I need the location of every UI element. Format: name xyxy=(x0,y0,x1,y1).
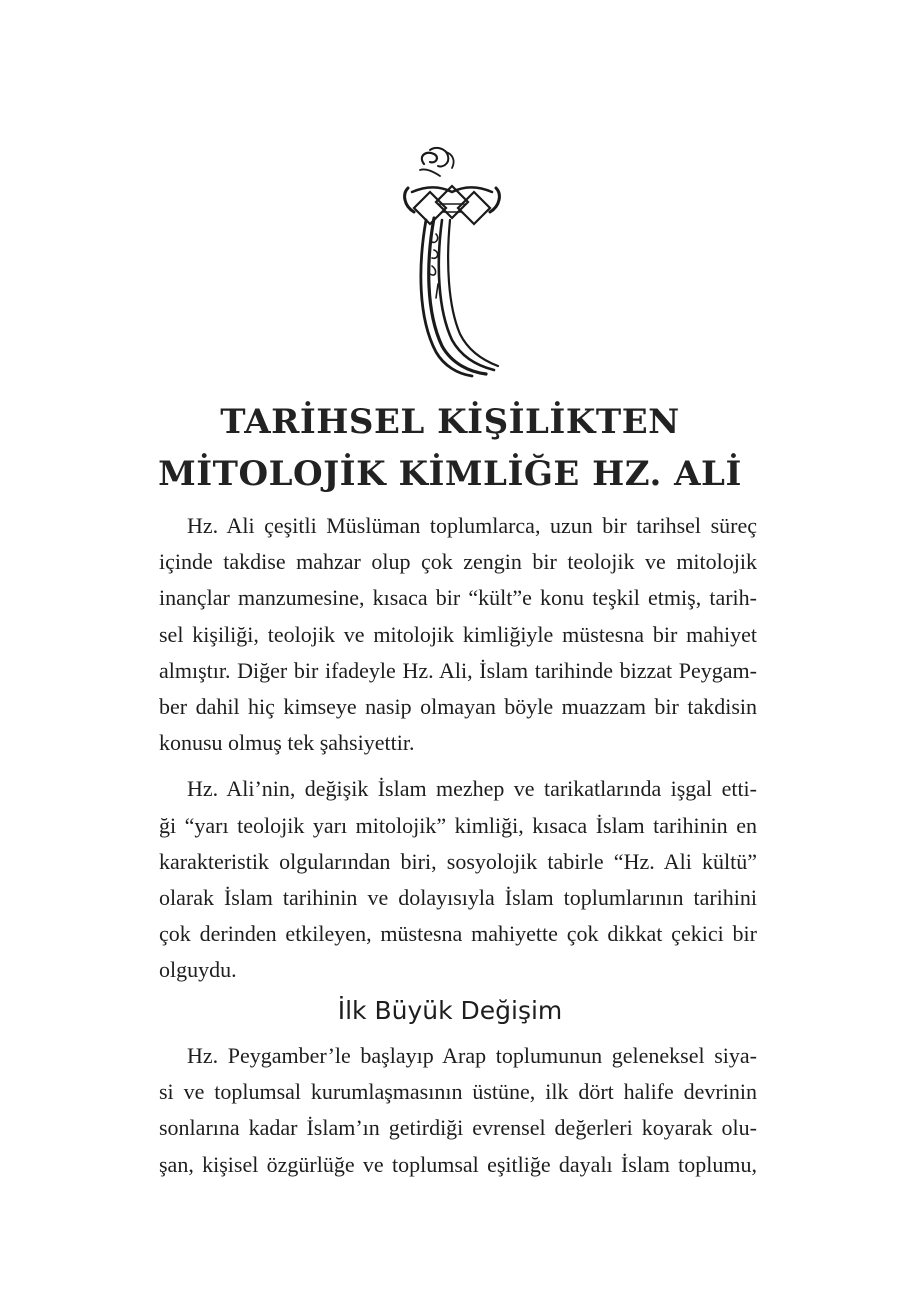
text-line: içinde takdise mahzar olup çok zengin bir teolojik ve mitolojik xyxy=(159,549,757,575)
chapter-title xyxy=(0,396,900,500)
text-line: ği “yarı teolojik yarı mitolojik” kimliği, kısaca İslam tarihinin en xyxy=(159,812,757,838)
text-line: şan, kişisel özgürlüğe ve toplumsal eşitliğe dayalı İslam toplumu, xyxy=(159,1151,757,1177)
body-text xyxy=(159,508,757,989)
section-body-text xyxy=(159,1038,757,1183)
text-line: ber dahil hiç kimseye nasip olmayan böyle muazzam bir takdisin xyxy=(159,694,757,720)
chapter-title-line-1: TARİHSEL KİŞİLİKTEN xyxy=(220,402,680,442)
text-line: almıştır. Diğer bir ifadeyle Hz. Ali, İslam tarihinde bizzat Peygam- xyxy=(159,657,757,683)
text-line: çok derinden etkileyen, müstesna mahiyette çok dikkat çekici bir xyxy=(159,921,757,947)
text-line: olarak İslam tarihinin ve dolayısıyla İslam toplumlarının tarihini xyxy=(159,885,757,911)
text-line: inançlar manzumesine, kısaca bir “kült”e konu teşkil etmiş, tarih- xyxy=(159,585,757,611)
paragraph xyxy=(159,508,757,761)
text-line: karakteristik olgularından biri, sosyolojik tabirle “Hz. Ali kültü” xyxy=(159,848,757,874)
text-line: olguydu. xyxy=(159,957,237,983)
text-line: Hz. Peygamber’le başlayıp Arap toplumunun geleneksel siya- xyxy=(187,1043,757,1068)
text-line: Hz. Ali’nin, değişik İslam mezhep ve tarikatlarında işgal etti- xyxy=(187,776,757,802)
section-heading: İlk Büyük Değişim xyxy=(337,996,563,1025)
text-line: sel kişiliği, teolojik ve mitolojik kimliğiyle müstesna bir mahiyet xyxy=(159,621,757,647)
text-line: konusu olmuş tek şahsiyettir. xyxy=(159,730,415,756)
chapter-title-line-2: MİTOLOJİK KİMLİĞE HZ. ALİ xyxy=(158,454,742,494)
text-line: sonlarına kadar İslam’ın getirdiği evrensel değerleri koyarak olu- xyxy=(159,1115,757,1141)
text-line: Hz. Ali çeşitli Müslüman toplumlarca, uzun bir tarihsel süreç xyxy=(187,513,757,538)
paragraph xyxy=(159,1038,757,1183)
paragraph xyxy=(159,771,757,988)
zulfiqar-calligraphy-icon xyxy=(396,142,508,378)
text-line: si ve toplumsal kurumlaşmasının üstüne, ilk dört halife devrinin xyxy=(159,1079,757,1105)
